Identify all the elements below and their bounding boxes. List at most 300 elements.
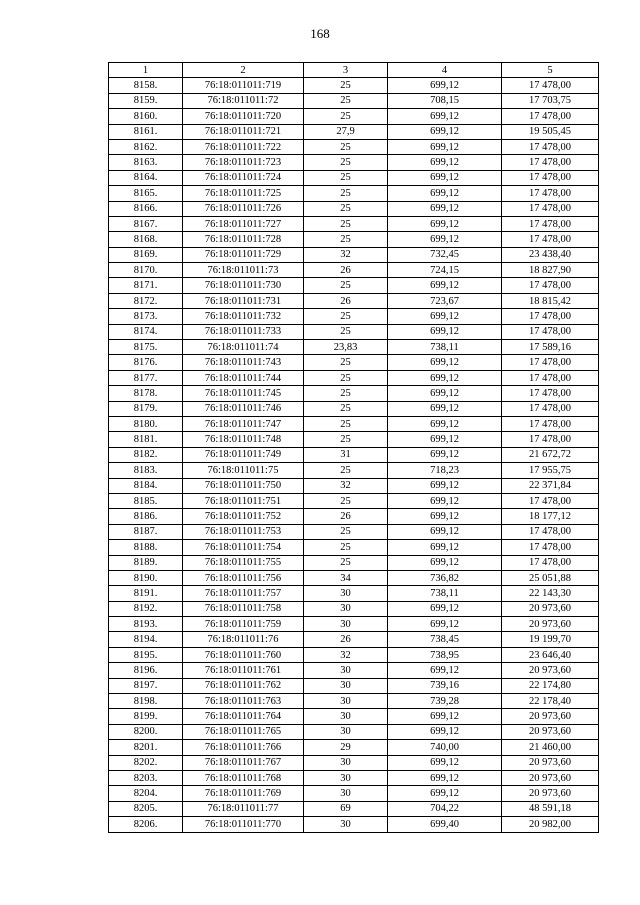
value-cell: 699,12 [388, 216, 502, 231]
table-row [109, 493, 599, 508]
total-cell: 17 589,16 [502, 340, 599, 355]
row-number-cell: 8158. [109, 78, 183, 93]
table-row [109, 109, 599, 124]
value-cell: 739,16 [388, 678, 502, 693]
area-cell: 26 [304, 263, 388, 278]
value-cell: 699,12 [388, 155, 502, 170]
row-number-cell: 8187. [109, 524, 183, 539]
value-cell: 718,23 [388, 463, 502, 478]
row-number-cell: 8206. [109, 817, 183, 832]
value-cell: 699,12 [388, 416, 502, 431]
value-cell: 699,12 [388, 493, 502, 508]
total-cell: 20 973,60 [502, 709, 599, 724]
value-cell: 740,00 [388, 740, 502, 755]
area-cell: 25 [304, 386, 388, 401]
cadastral-number-cell: 76:18:011011:759 [183, 617, 304, 632]
row-number-cell: 8186. [109, 509, 183, 524]
table-row [109, 586, 599, 601]
row-number-cell: 8179. [109, 401, 183, 416]
area-cell: 31 [304, 447, 388, 462]
total-cell: 19 199,70 [502, 632, 599, 647]
value-cell: 699,12 [388, 355, 502, 370]
cadastral-number-cell: 76:18:011011:764 [183, 709, 304, 724]
table-header [109, 63, 599, 78]
total-cell: 17 478,00 [502, 139, 599, 154]
total-cell: 17 478,00 [502, 555, 599, 570]
row-number-cell: 8176. [109, 355, 183, 370]
table-row [109, 770, 599, 785]
value-cell: 724,15 [388, 263, 502, 278]
area-cell: 25 [304, 401, 388, 416]
total-cell: 20 982,00 [502, 817, 599, 832]
table-row [109, 78, 599, 93]
cadastral-number-cell: 76:18:011011:722 [183, 139, 304, 154]
table-row [109, 647, 599, 662]
cadastral-number-cell: 76:18:011011:747 [183, 416, 304, 431]
area-cell: 25 [304, 232, 388, 247]
cadastral-number-cell: 76:18:011011:76 [183, 632, 304, 647]
table-row [109, 355, 599, 370]
total-cell: 17 478,00 [502, 201, 599, 216]
value-cell: 732,45 [388, 247, 502, 262]
total-cell: 17 478,00 [502, 155, 599, 170]
cadastral-number-cell: 76:18:011011:754 [183, 540, 304, 555]
total-cell: 19 505,45 [502, 124, 599, 139]
value-cell: 699,12 [388, 139, 502, 154]
total-cell: 22 371,84 [502, 478, 599, 493]
total-cell: 18 815,42 [502, 293, 599, 308]
row-number-cell: 8171. [109, 278, 183, 293]
cadastral-number-cell: 76:18:011011:728 [183, 232, 304, 247]
row-number-cell: 8172. [109, 293, 183, 308]
table-row [109, 601, 599, 616]
total-cell: 23 646,40 [502, 647, 599, 662]
value-cell: 699,12 [388, 770, 502, 785]
total-cell: 17 478,00 [502, 78, 599, 93]
table-row [109, 93, 599, 108]
cadastral-number-cell: 76:18:011011:77 [183, 801, 304, 816]
area-cell: 30 [304, 709, 388, 724]
value-cell: 699,12 [388, 755, 502, 770]
cadastral-number-cell: 76:18:011011:757 [183, 586, 304, 601]
row-number-cell: 8188. [109, 540, 183, 555]
cadastral-number-cell: 76:18:011011:746 [183, 401, 304, 416]
area-cell: 30 [304, 694, 388, 709]
table-row [109, 447, 599, 462]
area-cell: 26 [304, 293, 388, 308]
row-number-cell: 8166. [109, 201, 183, 216]
area-cell: 25 [304, 432, 388, 447]
cadastral-number-cell: 76:18:011011:729 [183, 247, 304, 262]
value-cell: 699,12 [388, 386, 502, 401]
value-cell: 699,12 [388, 524, 502, 539]
table-row [109, 278, 599, 293]
total-cell: 17 478,00 [502, 493, 599, 508]
cadastral-number-cell: 76:18:011011:721 [183, 124, 304, 139]
value-cell: 738,45 [388, 632, 502, 647]
row-number-cell: 8193. [109, 617, 183, 632]
cadastral-number-cell: 76:18:011011:743 [183, 355, 304, 370]
value-cell: 699,12 [388, 201, 502, 216]
cadastral-number-cell: 76:18:011011:763 [183, 694, 304, 709]
table-row [109, 324, 599, 339]
cadastral-number-cell: 76:18:011011:745 [183, 386, 304, 401]
value-cell: 699,12 [388, 509, 502, 524]
area-cell: 23,83 [304, 340, 388, 355]
value-cell: 699,12 [388, 324, 502, 339]
row-number-cell: 8195. [109, 647, 183, 662]
row-number-cell: 8164. [109, 170, 183, 185]
area-cell: 26 [304, 632, 388, 647]
header-row [109, 63, 599, 78]
cadastral-number-cell: 76:18:011011:732 [183, 309, 304, 324]
total-cell: 20 973,60 [502, 755, 599, 770]
area-cell: 25 [304, 78, 388, 93]
table-row [109, 740, 599, 755]
total-cell: 17 478,00 [502, 324, 599, 339]
row-number-cell: 8162. [109, 139, 183, 154]
row-number-cell: 8185. [109, 493, 183, 508]
value-cell: 699,12 [388, 663, 502, 678]
value-cell: 699,12 [388, 124, 502, 139]
value-cell: 704,22 [388, 801, 502, 816]
table-row [109, 232, 599, 247]
area-cell: 30 [304, 724, 388, 739]
row-number-cell: 8160. [109, 109, 183, 124]
total-cell: 17 478,00 [502, 109, 599, 124]
area-cell: 30 [304, 601, 388, 616]
area-cell: 69 [304, 801, 388, 816]
cadastral-number-cell: 76:18:011011:723 [183, 155, 304, 170]
area-cell: 25 [304, 355, 388, 370]
total-cell: 17 478,00 [502, 432, 599, 447]
area-cell: 32 [304, 247, 388, 262]
area-cell: 25 [304, 524, 388, 539]
table-row [109, 724, 599, 739]
table-row [109, 463, 599, 478]
cadastral-number-cell: 76:18:011011:74 [183, 340, 304, 355]
total-cell: 17 478,00 [502, 170, 599, 185]
row-number-cell: 8184. [109, 478, 183, 493]
value-cell: 699,12 [388, 232, 502, 247]
total-cell: 17 478,00 [502, 401, 599, 416]
table-row [109, 370, 599, 385]
row-number-cell: 8161. [109, 124, 183, 139]
table-row [109, 416, 599, 431]
value-cell: 699,12 [388, 401, 502, 416]
area-cell: 25 [304, 540, 388, 555]
row-number-cell: 8199. [109, 709, 183, 724]
total-cell: 17 478,00 [502, 386, 599, 401]
cadastral-number-cell: 76:18:011011:724 [183, 170, 304, 185]
area-cell: 30 [304, 770, 388, 785]
area-cell: 30 [304, 663, 388, 678]
row-number-cell: 8194. [109, 632, 183, 647]
row-number-cell: 8174. [109, 324, 183, 339]
row-number-cell: 8168. [109, 232, 183, 247]
page-number: 168 [310, 26, 330, 41]
total-cell: 20 973,60 [502, 617, 599, 632]
area-cell: 30 [304, 678, 388, 693]
total-cell: 22 174,80 [502, 678, 599, 693]
row-number-cell: 8173. [109, 309, 183, 324]
value-cell: 699,12 [388, 78, 502, 93]
table-body [109, 78, 599, 832]
value-cell: 699,12 [388, 309, 502, 324]
row-number-cell: 8178. [109, 386, 183, 401]
area-cell: 25 [304, 139, 388, 154]
total-cell: 20 973,60 [502, 770, 599, 785]
total-cell: 21 672,72 [502, 447, 599, 462]
row-number-cell: 8170. [109, 263, 183, 278]
table-row [109, 247, 599, 262]
table-row [109, 293, 599, 308]
row-number-cell: 8163. [109, 155, 183, 170]
column-header-5: 5 [502, 63, 599, 78]
table-row [109, 678, 599, 693]
cadastral-number-cell: 76:18:011011:733 [183, 324, 304, 339]
cadastral-number-cell: 76:18:011011:72 [183, 93, 304, 108]
area-cell: 27,9 [304, 124, 388, 139]
area-cell: 25 [304, 186, 388, 201]
table-row [109, 309, 599, 324]
total-cell: 22 178,40 [502, 694, 599, 709]
table-row [109, 555, 599, 570]
cadastral-number-cell: 76:18:011011:756 [183, 570, 304, 585]
cadastral-number-cell: 76:18:011011:766 [183, 740, 304, 755]
value-cell: 739,28 [388, 694, 502, 709]
total-cell: 48 591,18 [502, 801, 599, 816]
value-cell: 699,12 [388, 447, 502, 462]
cadastral-number-cell: 76:18:011011:760 [183, 647, 304, 662]
table-row [109, 524, 599, 539]
value-cell: 699,12 [388, 432, 502, 447]
value-cell: 708,15 [388, 93, 502, 108]
total-cell: 17 955,75 [502, 463, 599, 478]
row-number-cell: 8203. [109, 770, 183, 785]
table-row [109, 694, 599, 709]
table-row [109, 432, 599, 447]
column-header-1: 1 [109, 63, 183, 78]
table-row [109, 786, 599, 801]
cadastral-number-cell: 76:18:011011:755 [183, 555, 304, 570]
value-cell: 699,12 [388, 478, 502, 493]
row-number-cell: 8204. [109, 786, 183, 801]
value-cell: 738,11 [388, 586, 502, 601]
area-cell: 30 [304, 817, 388, 832]
value-cell: 699,12 [388, 724, 502, 739]
value-cell: 699,12 [388, 786, 502, 801]
total-cell: 21 460,00 [502, 740, 599, 755]
cadastral-number-cell: 76:18:011011:730 [183, 278, 304, 293]
data-table [108, 62, 599, 833]
area-cell: 25 [304, 216, 388, 231]
value-cell: 738,11 [388, 340, 502, 355]
cadastral-number-cell: 76:18:011011:727 [183, 216, 304, 231]
column-header-2: 2 [183, 63, 304, 78]
cadastral-number-cell: 76:18:011011:758 [183, 601, 304, 616]
table-row [109, 570, 599, 585]
value-cell: 699,12 [388, 186, 502, 201]
value-cell: 699,12 [388, 555, 502, 570]
value-cell: 699,12 [388, 370, 502, 385]
total-cell: 18 177,12 [502, 509, 599, 524]
table-row [109, 155, 599, 170]
total-cell: 17 478,00 [502, 355, 599, 370]
table-row [109, 401, 599, 416]
table-row [109, 755, 599, 770]
area-cell: 25 [304, 416, 388, 431]
area-cell: 32 [304, 478, 388, 493]
total-cell: 17 478,00 [502, 309, 599, 324]
total-cell: 17 478,00 [502, 416, 599, 431]
table-row [109, 817, 599, 832]
table-row [109, 632, 599, 647]
cadastral-number-cell: 76:18:011011:73 [183, 263, 304, 278]
cadastral-number-cell: 76:18:011011:770 [183, 817, 304, 832]
row-number-cell: 8198. [109, 694, 183, 709]
value-cell: 699,12 [388, 540, 502, 555]
cadastral-number-cell: 76:18:011011:765 [183, 724, 304, 739]
area-cell: 34 [304, 570, 388, 585]
cadastral-number-cell: 76:18:011011:761 [183, 663, 304, 678]
table-row [109, 139, 599, 154]
total-cell: 20 973,60 [502, 601, 599, 616]
area-cell: 30 [304, 617, 388, 632]
area-cell: 25 [304, 324, 388, 339]
cadastral-number-cell: 76:18:011011:749 [183, 447, 304, 462]
row-number-cell: 8205. [109, 801, 183, 816]
row-number-cell: 8180. [109, 416, 183, 431]
row-number-cell: 8197. [109, 678, 183, 693]
area-cell: 30 [304, 586, 388, 601]
value-cell: 699,12 [388, 170, 502, 185]
area-cell: 25 [304, 493, 388, 508]
table-row [109, 386, 599, 401]
area-cell: 29 [304, 740, 388, 755]
area-cell: 25 [304, 555, 388, 570]
cadastral-number-cell: 76:18:011011:750 [183, 478, 304, 493]
table-row [109, 216, 599, 231]
total-cell: 18 827,90 [502, 263, 599, 278]
cadastral-number-cell: 76:18:011011:762 [183, 678, 304, 693]
area-cell: 25 [304, 309, 388, 324]
value-cell: 699,12 [388, 709, 502, 724]
area-cell: 25 [304, 370, 388, 385]
table-row [109, 801, 599, 816]
cadastral-number-cell: 76:18:011011:720 [183, 109, 304, 124]
area-cell: 32 [304, 647, 388, 662]
area-cell: 25 [304, 93, 388, 108]
cadastral-number-cell: 76:18:011011:753 [183, 524, 304, 539]
row-number-cell: 8201. [109, 740, 183, 755]
total-cell: 25 051,88 [502, 570, 599, 585]
value-cell: 723,67 [388, 293, 502, 308]
row-number-cell: 8175. [109, 340, 183, 355]
area-cell: 25 [304, 463, 388, 478]
total-cell: 23 438,40 [502, 247, 599, 262]
total-cell: 17 478,00 [502, 186, 599, 201]
total-cell: 17 478,00 [502, 540, 599, 555]
value-cell: 699,40 [388, 817, 502, 832]
value-cell: 699,12 [388, 601, 502, 616]
total-cell: 17 478,00 [502, 216, 599, 231]
cadastral-number-cell: 76:18:011011:768 [183, 770, 304, 785]
total-cell: 17 478,00 [502, 278, 599, 293]
table-row [109, 540, 599, 555]
column-header-4: 4 [388, 63, 502, 78]
total-cell: 17 478,00 [502, 370, 599, 385]
area-cell: 25 [304, 201, 388, 216]
row-number-cell: 8177. [109, 370, 183, 385]
cadastral-number-cell: 76:18:011011:752 [183, 509, 304, 524]
row-number-cell: 8196. [109, 663, 183, 678]
table-row [109, 186, 599, 201]
area-cell: 25 [304, 109, 388, 124]
table-row [109, 201, 599, 216]
area-cell: 25 [304, 170, 388, 185]
table-row [109, 124, 599, 139]
row-number-cell: 8159. [109, 93, 183, 108]
table-row [109, 709, 599, 724]
area-cell: 25 [304, 278, 388, 293]
cadastral-number-cell: 76:18:011011:751 [183, 493, 304, 508]
value-cell: 699,12 [388, 278, 502, 293]
area-cell: 30 [304, 786, 388, 801]
table-row [109, 340, 599, 355]
cadastral-number-cell: 76:18:011011:726 [183, 201, 304, 216]
cadastral-number-cell: 76:18:011011:731 [183, 293, 304, 308]
cadastral-number-cell: 76:18:011011:744 [183, 370, 304, 385]
value-cell: 699,12 [388, 617, 502, 632]
value-cell: 736,82 [388, 570, 502, 585]
total-cell: 17 703,75 [502, 93, 599, 108]
table-row [109, 478, 599, 493]
area-cell: 26 [304, 509, 388, 524]
table-row [109, 617, 599, 632]
row-number-cell: 8192. [109, 601, 183, 616]
row-number-cell: 8190. [109, 570, 183, 585]
row-number-cell: 8191. [109, 586, 183, 601]
row-number-cell: 8202. [109, 755, 183, 770]
cadastral-number-cell: 76:18:011011:767 [183, 755, 304, 770]
value-cell: 699,12 [388, 109, 502, 124]
total-cell: 17 478,00 [502, 232, 599, 247]
value-cell: 738,95 [388, 647, 502, 662]
row-number-cell: 8200. [109, 724, 183, 739]
cadastral-number-cell: 76:18:011011:725 [183, 186, 304, 201]
table-row [109, 263, 599, 278]
table-row [109, 509, 599, 524]
area-cell: 25 [304, 155, 388, 170]
column-header-3: 3 [304, 63, 388, 78]
row-number-cell: 8165. [109, 186, 183, 201]
total-cell: 20 973,60 [502, 786, 599, 801]
total-cell: 22 143,30 [502, 586, 599, 601]
row-number-cell: 8167. [109, 216, 183, 231]
row-number-cell: 8169. [109, 247, 183, 262]
total-cell: 20 973,60 [502, 724, 599, 739]
row-number-cell: 8189. [109, 555, 183, 570]
row-number-cell: 8182. [109, 447, 183, 462]
total-cell: 20 973,60 [502, 663, 599, 678]
cadastral-number-cell: 76:18:011011:748 [183, 432, 304, 447]
table-row [109, 170, 599, 185]
cadastral-number-cell: 76:18:011011:769 [183, 786, 304, 801]
area-cell: 30 [304, 755, 388, 770]
row-number-cell: 8181. [109, 432, 183, 447]
table-row [109, 663, 599, 678]
